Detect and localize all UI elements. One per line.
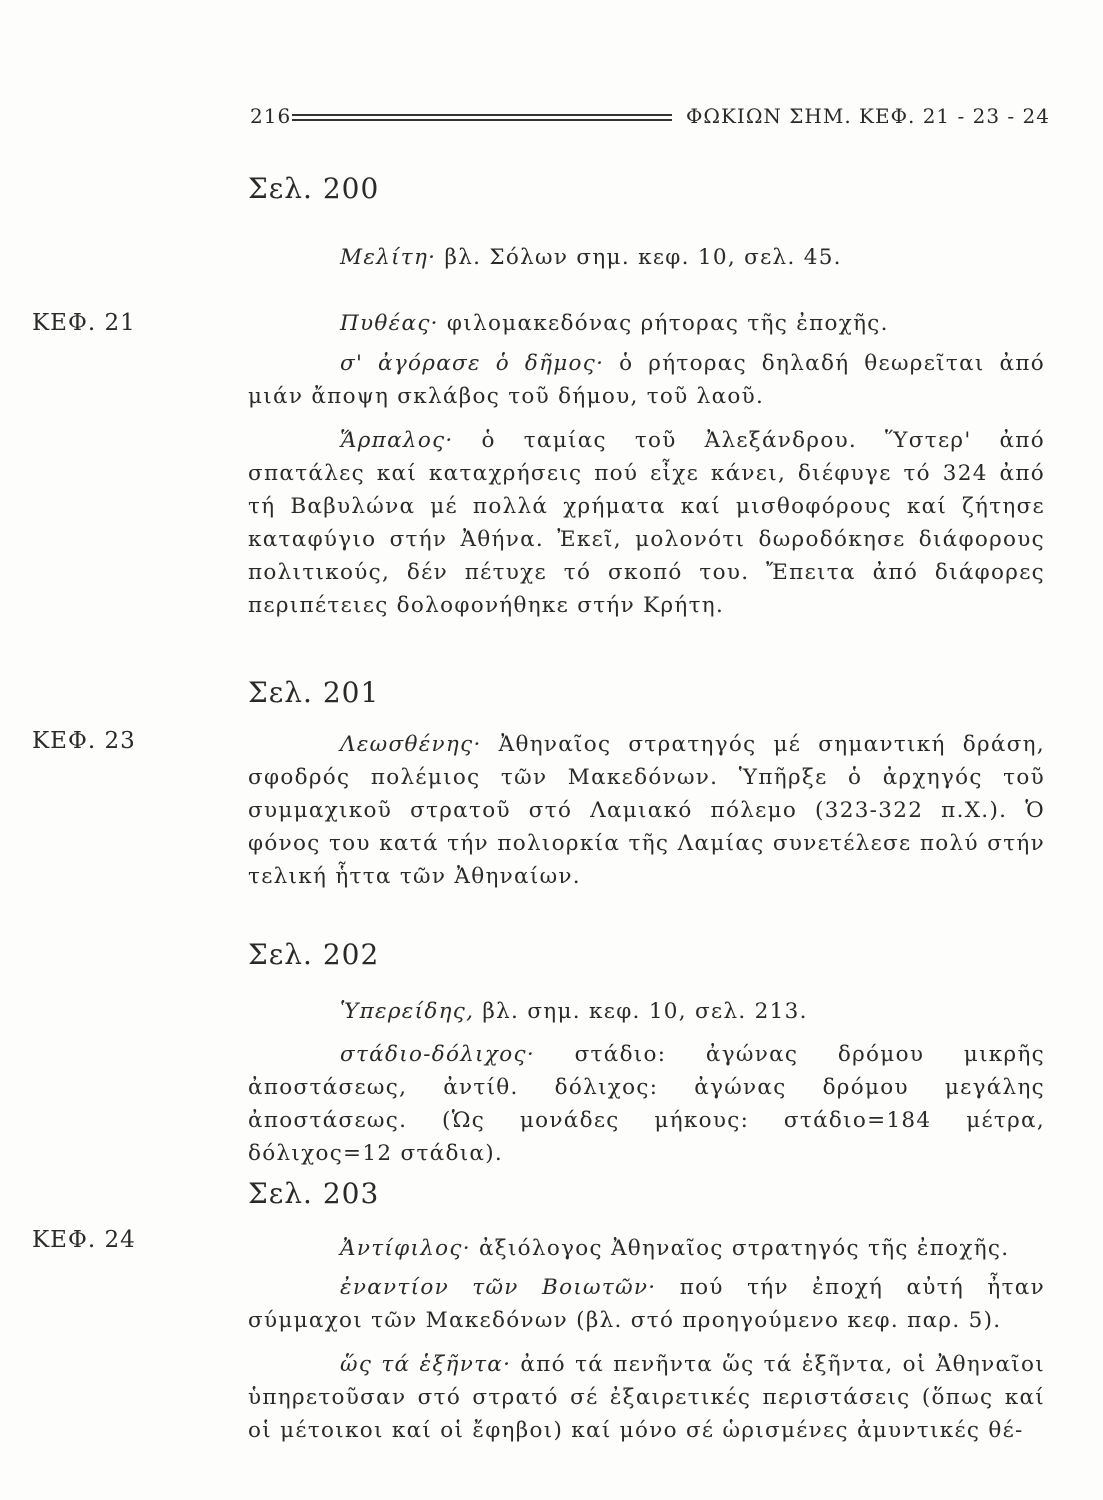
entry-harpalos: [248, 424, 1045, 622]
section-heading-200: Σελ. 200: [248, 172, 380, 205]
entry-text: βλ. σημ. κεφ. 10, σελ. 213.: [474, 999, 808, 1024]
entry-term: Λεωσθένης·: [340, 732, 482, 757]
running-title: ΦΩΚΙΩΝ ΣΗΜ. ΚΕΦ. 21 - 23 - 24: [686, 104, 1050, 128]
entry-meliti: [248, 241, 1045, 274]
entry-antifilos: [248, 1232, 1045, 1265]
chapter-label-23: ΚΕΦ. 23: [32, 728, 136, 754]
entry-term: Ἀντίφιλος·: [340, 1236, 471, 1261]
entry-text: βλ. Σόλων σημ. κεφ. 10, σελ. 45.: [436, 245, 842, 270]
entry-term: Μελίτη·: [340, 245, 437, 270]
entry-term: ἐναντίον τῶν Βοιωτῶν·: [340, 1275, 657, 1300]
page-number: 216: [250, 104, 292, 128]
chapter-label-24: ΚΕΦ. 24: [32, 1227, 136, 1253]
entry-os-ta-exinta: [248, 1348, 1045, 1447]
section-heading-201: Σελ. 201: [248, 676, 380, 709]
header-rule: [292, 114, 672, 121]
entry-term: ὥς τά ἑξῆντα·: [340, 1352, 512, 1377]
entry-text: πού τήν ἐποχή αὐτή ἦταν σύμμαχοι τῶν Μακεδόνων (βλ. στό προηγούμενο κεφ. παρ. 5).: [248, 1275, 1045, 1333]
entry-text: ἀπό τά πενῆντα ὥς τά ἑξῆντα, οἱ Ἀθηναῖοι ὑπηρετοῦσαν στό στρατό σέ ἐξαιρετικές περιστάσεις (ὅπως καί οἱ μέτοικοι καί οἱ ἔφηβοι) καί μόνο σέ ὡρισμένες ἀμυντικές θέ-: [248, 1352, 1045, 1443]
entry-text: ὁ ρήτορας δηλαδή θεωρεῖται ἀπό μιάν ἄποψη σκλάβος τοῦ δήμου, τοῦ λαοῦ.: [248, 351, 1045, 409]
chapter-label-21: ΚΕΦ. 21: [32, 310, 136, 336]
entry-leosthenis: [248, 728, 1045, 893]
entry-text: φιλομακεδόνας ρήτορας τῆς ἐποχῆς.: [438, 311, 889, 336]
entry-term: σ' ἀγόρασε ὁ δῆμος·: [340, 351, 605, 376]
entry-sagorase: [248, 347, 1045, 413]
running-head: [250, 104, 1050, 132]
section-heading-202: Σελ. 202: [248, 938, 380, 971]
section-heading-203: Σελ. 203: [248, 1177, 380, 1210]
entry-enantion-voioton: [248, 1271, 1045, 1337]
entry-text: ὁ ταμίας τοῦ Ἀλεξάνδρου. Ὕστερ' ἀπό σπατάλες καί καταχρήσεις πού εἶχε κάνει, διέφυγε τό 324 ἀπό τή Βαβυλώνα μέ πολλά χρήματα καί μισθοφόρους καί ζήτησε καταφύγιο στήν Ἀθήνα. Ἐκεῖ, μολονότι δωροδόκησε διάφορους πολιτικούς, δέν πέτυχε τό σκοπό του. Ἔπειτα ἀπό διάφορες περιπέτειες δολοφονήθηκε στήν Κρήτη.: [248, 428, 1045, 618]
entry-text: στάδιο: ἀγώνας δρόμου μικρῆς ἀποστάσεως, ἀντίθ. δόλιχος: ἀγώνας δρόμου μεγάλης ἀποστάσεως. (Ὡς μονάδες μήκους: στάδιο=184 μέτρα, δόλιχος=12 στάδια).: [248, 1042, 1045, 1166]
entry-text: Ἀθηναῖος στρατηγός μέ σημαντική δράση, σφοδρός πολέμιος τῶν Μακεδόνων. Ὑπῆρξε ὁ ἀρχηγός τοῦ συμμαχικοῦ στρατοῦ στό Λαμιακό πόλεμο (323-322 π.Χ.). Ὁ φόνος του κατά τήν πολιορκία τῆς Λαμίας συνετέλεσε πολύ στήν τελική ἧττα τῶν Ἀθηναίων.: [248, 732, 1045, 889]
entry-stadio-dolichos: [248, 1038, 1045, 1170]
entry-text: ἀξιόλογος Ἀθηναῖος στρατηγός τῆς ἐποχῆς.: [470, 1236, 1010, 1261]
entry-term: Ἅρπαλος·: [340, 428, 454, 453]
entry-term: στάδιο-δόλιχος·: [340, 1042, 535, 1067]
entry-pytheas: [248, 307, 1045, 340]
entry-term: Πυθέας·: [340, 311, 439, 336]
entry-term: Ὑπερείδης,: [340, 999, 475, 1024]
entry-hypereidis: [248, 995, 1045, 1028]
